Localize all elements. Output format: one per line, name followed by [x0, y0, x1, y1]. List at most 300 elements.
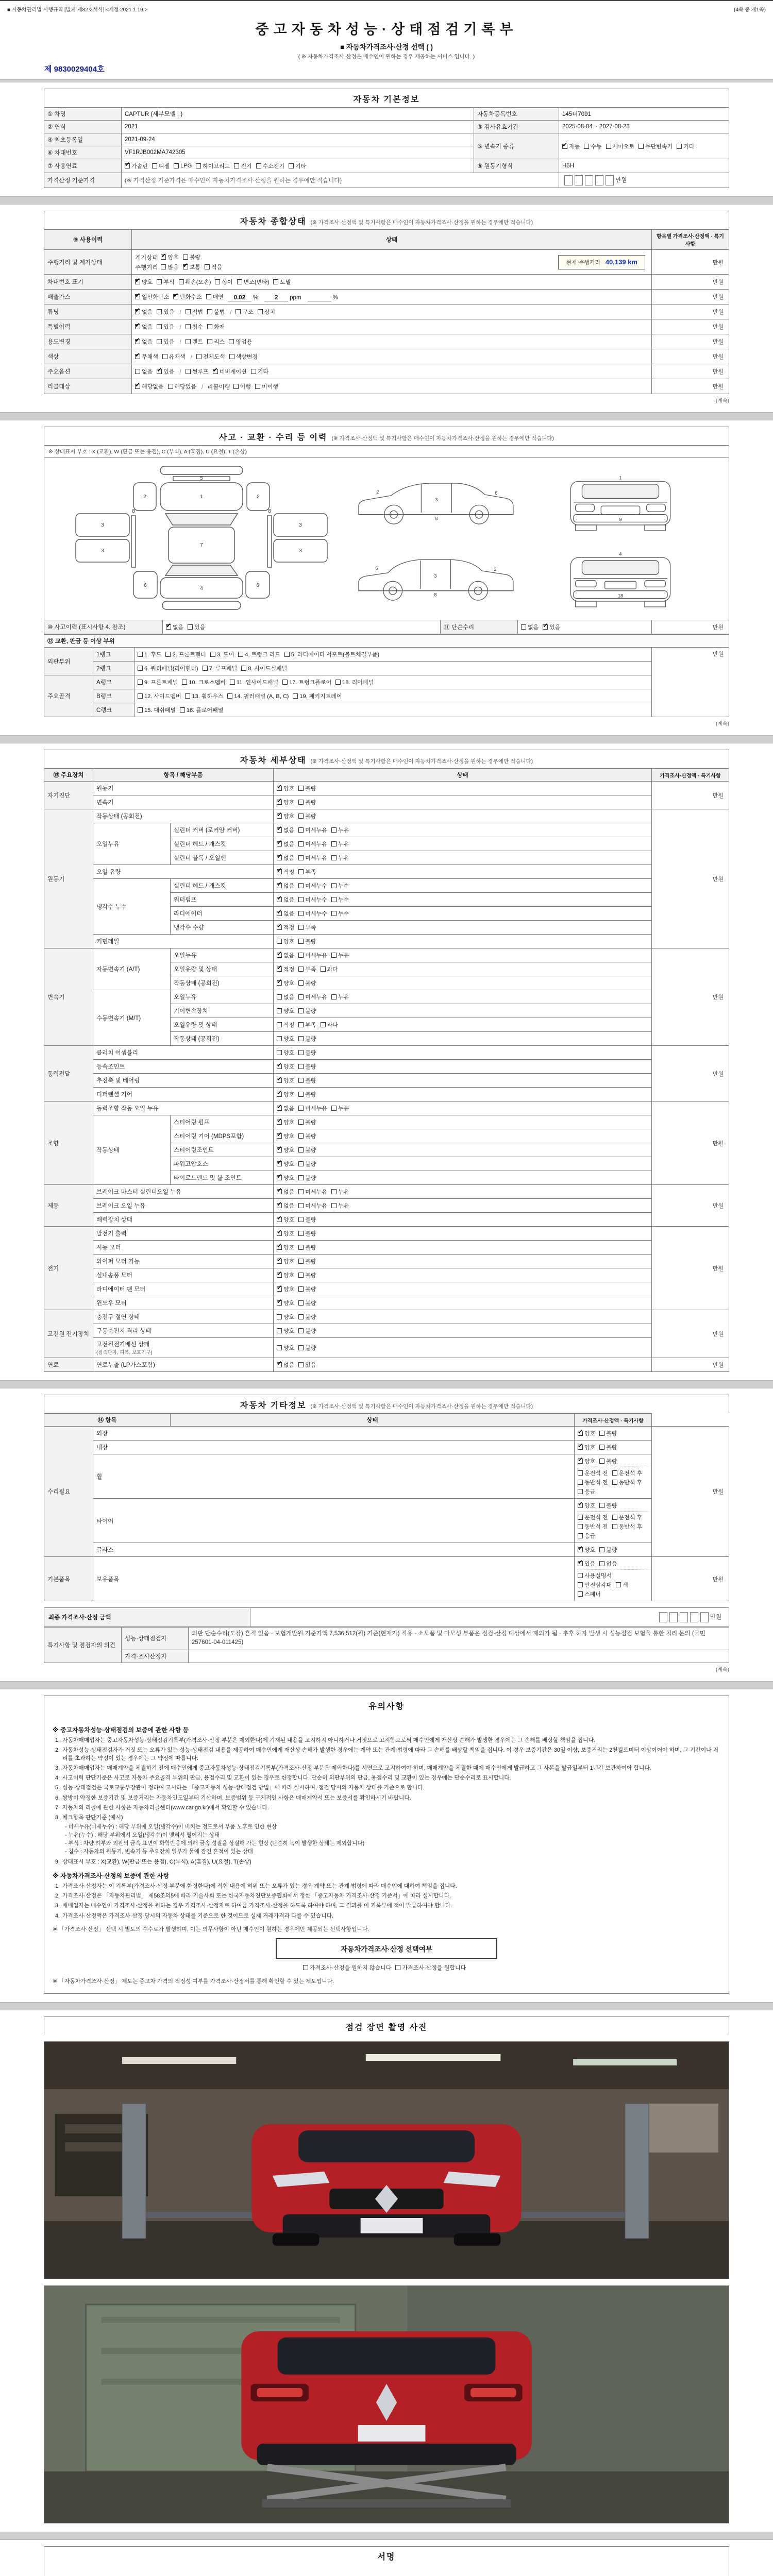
checkbox-label: 없음 [142, 309, 153, 315]
checkbox-icon [205, 264, 210, 269]
checkbox-icon [298, 800, 304, 805]
divider: / [179, 325, 181, 331]
checkbox-label: 양호 [283, 1345, 295, 1351]
checkbox-없음 [277, 840, 294, 848]
checkbox-label: 적정 [283, 967, 295, 973]
checkbox-label: 장치 [264, 309, 275, 315]
checkbox-icon [331, 897, 337, 902]
checkbox-label: 양호 [584, 1547, 596, 1553]
inspection-photo-rear [44, 2285, 729, 2523]
rank-label: A랭크 [93, 675, 135, 689]
table-header-row [44, 230, 729, 250]
opinion-table [44, 1627, 729, 1663]
part-label: 실린더 헤드 / 개스킷 [171, 879, 274, 893]
checkbox-불량 [298, 812, 316, 820]
checkbox-17. 트렁크플로어 [282, 678, 331, 686]
inspection-photo-front [44, 2041, 729, 2279]
checkbox-label: 불량 [305, 1120, 316, 1126]
notice-subitem: - 미세누유(미세누수) : 해당 부위에 오일(냉각수)이 비치는 정도로서 부품 노후로 인한 현상 [65, 1824, 277, 1831]
checkbox-label: 누유 [338, 855, 349, 861]
checkbox-없음 [277, 909, 294, 918]
svg-text:9: 9 [619, 517, 622, 522]
checkbox-label: 양호 [283, 980, 295, 987]
checkbox-부족 [298, 923, 316, 931]
checkbox-label: 양호 [283, 786, 295, 792]
checkbox-label: 누유 [338, 953, 349, 959]
part-label: 스티어링조인트 [171, 1143, 274, 1157]
checkbox-label: 미이행 [261, 384, 278, 390]
detail-note: (※ 가격조사·산정액 및 특기사항은 매수인이 자동차가격조사·산정을 원하는 경우에만 적습니다) [310, 758, 533, 765]
checkbox-icon [251, 369, 256, 374]
checkbox-label: 없음 [283, 827, 295, 834]
checkbox-label: 하이브리드 [203, 163, 230, 170]
checkbox-불량 [298, 1146, 316, 1154]
checkbox-불량 [298, 1132, 316, 1140]
detail-title-text: 자동차 세부상태 [240, 756, 307, 765]
state-cell [274, 851, 652, 865]
checkbox-icon [277, 1022, 282, 1027]
checkbox-양호 [277, 812, 294, 820]
checkbox-label: 구조 [242, 309, 254, 315]
detail-row [44, 1454, 729, 1499]
summary-row [44, 319, 729, 334]
checkbox-icon [331, 911, 337, 916]
checkbox-label: 불량 [305, 1273, 316, 1279]
checkbox-불량 [298, 1062, 316, 1071]
checkbox-icon [277, 994, 282, 999]
state-cell [274, 1060, 652, 1074]
state-cell [274, 1157, 652, 1171]
checkbox-매연 [206, 293, 224, 301]
item-label: 휠 [93, 1454, 575, 1499]
checkbox-label: 불량 [305, 1245, 316, 1251]
checkbox-icon [298, 1022, 304, 1027]
checkbox-운전석 전 [578, 1513, 608, 1521]
svg-text:2: 2 [376, 489, 379, 495]
choice-note-2: ※ 「자동차가격조사·산정」 제도는 중고차 가격의 적정성 여부를 가격조사·산정서를 통해 확인할 수 있는 제도입니다. [53, 1978, 334, 1985]
notice-text: 가격조사·산정자는 이 기록부(가격조사·산정 부분에 한정한다)에 적힌 내용에 허위 또는 오류가 있는 경우 계약 또는 관계 법령에 따라 매수인에 대하여 책임을 집니다. [62, 1883, 457, 1889]
price-digit-box [575, 175, 583, 185]
column-header: ⑨ 사용이력 [44, 230, 132, 250]
checkbox-label: 17. 트렁크플로어 [289, 680, 332, 686]
checkbox-icon [331, 827, 337, 833]
checkbox-있음 [157, 337, 174, 346]
column-header: 가격조사·산정액 · 특기사항 [652, 769, 729, 782]
choice-options [53, 1963, 720, 1972]
checkbox-icon [157, 324, 162, 329]
checkbox-label: 부족 [305, 869, 316, 875]
notice-text: 체크항목 판단기준 (예시) [62, 1815, 123, 1821]
checkbox-양호 [578, 1443, 595, 1451]
checkbox-불량 [298, 798, 316, 806]
checkbox-불량 [298, 1035, 316, 1043]
notices-section1-title: ※ 중고자동차성능·상태점검의 보증에 관한 사항 등 [53, 1726, 189, 1734]
checkbox-양호 [277, 1132, 294, 1140]
item-label: 타이어 [93, 1499, 575, 1543]
checkbox-불량 [298, 1299, 316, 1307]
checkbox-icon [521, 624, 526, 630]
price-unit-label: 만원 [615, 177, 627, 184]
car-diagram-side-right [343, 541, 528, 613]
checkbox-icon [237, 279, 242, 284]
svg-text:6: 6 [144, 583, 147, 588]
svg-text:4: 4 [619, 551, 622, 557]
checkbox-양호 [277, 1285, 294, 1293]
checkbox-label: 양호 [584, 1503, 596, 1509]
checkbox-label: 누수 [338, 897, 349, 903]
checkbox-양호 [277, 1160, 294, 1168]
checkbox-응급 [578, 1487, 595, 1496]
price-cell: 만원 [652, 948, 729, 1046]
checkbox-icon [298, 1147, 304, 1153]
checkbox-label: 양호 [283, 814, 295, 820]
checkbox-네비게이션 [213, 367, 247, 376]
divider: / [179, 310, 181, 316]
state-cell [274, 1241, 652, 1255]
checkbox-label: 렌트 [192, 339, 203, 345]
checkbox-양호 [277, 1146, 294, 1154]
checkbox-checked-icon [277, 1189, 282, 1194]
checkbox-하이브리드 [196, 162, 230, 170]
checkbox-label: 불량 [305, 1300, 316, 1307]
checkbox-icon [298, 1036, 304, 1041]
detail-row [44, 879, 729, 893]
checkbox-checked-icon [277, 869, 282, 874]
detail-row [44, 1557, 729, 1601]
checkbox-있음 [157, 367, 174, 376]
checkbox-3. 도어 [210, 650, 234, 658]
checkbox-icon [298, 1259, 304, 1264]
checkbox-label: 기타 [295, 163, 307, 170]
checkbox-불량 [599, 1457, 617, 1465]
checkbox-checked-icon [183, 264, 188, 269]
checkbox-icon [229, 354, 234, 359]
detail-row [44, 1227, 729, 1241]
checkbox-label: 불량 [305, 1286, 316, 1293]
checkbox-label: 미세누유 [305, 827, 327, 834]
checkbox-label: 양호 [142, 279, 153, 285]
price-cell: 만원 [652, 1227, 729, 1310]
field-label: ⑦ 사용연료 [44, 159, 122, 173]
checkbox-icon [298, 1161, 304, 1166]
checkbox-checked-icon [161, 255, 166, 260]
item-label: 연료누출 (LP가스포함) [93, 1358, 274, 1372]
checkbox-부식 [157, 278, 174, 286]
checkbox-checked-icon [277, 1133, 282, 1139]
state-cell [274, 1088, 652, 1101]
checkbox-label: 자동 [569, 143, 580, 150]
notice-number: 3. [55, 1765, 60, 1772]
state-line [135, 382, 648, 391]
checkbox-label: 불량 [305, 1231, 316, 1237]
checkbox-label: 수동 [591, 143, 602, 150]
checkbox-icon [236, 309, 241, 314]
checkbox-label: 기타 [683, 143, 695, 150]
checkbox-양호 [277, 1229, 294, 1238]
section-accident-history [0, 420, 773, 736]
checkbox-label: 미세누유 [305, 841, 327, 848]
checkbox-label: 적정 [283, 869, 295, 875]
column-header: ⑬ 주요장치 [44, 769, 93, 782]
price-digit-boxes [657, 1614, 709, 1620]
detail-row [44, 1074, 729, 1088]
checkbox-label: 양호 [283, 1092, 295, 1098]
section-photos [0, 2010, 773, 2532]
notices-title-text: 유의사항 [368, 1702, 405, 1711]
summary-row [44, 334, 729, 349]
notices-section2-title: ※ 자동차가격조사·산정의 보증에 관한 사항 [53, 1872, 170, 1879]
price-cell: 만원 [652, 275, 729, 290]
checkbox-icon [298, 1106, 304, 1111]
checkbox-checked-icon [578, 1445, 583, 1450]
part-label: 실린더 블록 / 오일팬 [171, 851, 274, 865]
checkbox-적법 [186, 308, 203, 316]
notice-item [53, 1892, 720, 1900]
checkbox-icon [298, 1300, 304, 1306]
part-label: 파워고압호스 [171, 1157, 274, 1171]
rank-label: 2랭크 [93, 662, 135, 675]
car-diagram-front [535, 465, 705, 536]
detail-row [44, 1440, 729, 1454]
checkbox-label: 양호 [283, 1036, 295, 1042]
svg-text:2: 2 [143, 494, 146, 500]
checkbox-누유 [331, 1104, 349, 1112]
detail-row [44, 1268, 729, 1282]
state-cell [274, 837, 652, 851]
checkbox-label: 양호 [283, 939, 295, 945]
checkbox-icon [162, 354, 167, 359]
checkbox-적정 [277, 965, 294, 973]
inspection-period-value: 2025-08-04 ~ 2027-08-23 [559, 121, 729, 133]
rank-row [44, 703, 729, 717]
checkbox-icon [677, 144, 682, 149]
checkbox-icon [298, 911, 304, 916]
checkbox-14. 필러패널 (A, B, C) [227, 692, 289, 700]
checkbox-icon [203, 666, 208, 671]
detail-row [44, 1185, 729, 1199]
checkbox-썬루프 [186, 367, 209, 376]
checkbox-label: 양호 [283, 1008, 295, 1014]
state-cell [274, 1018, 652, 1032]
checkbox-icon [238, 652, 243, 657]
form-subtitle: ■ 자동차가격조사·산정 선택 ( ) [340, 43, 433, 51]
item-label: 와이퍼 모터 기능 [93, 1255, 274, 1268]
checkbox-label: 응급 [584, 1489, 596, 1495]
checkbox-label: 부식 [163, 279, 175, 285]
device-label: 고전원 전기장치 [44, 1310, 93, 1358]
device-label: 자기진단 [44, 782, 93, 809]
checkbox-1. 후드 [138, 650, 161, 658]
checkbox-label: 동반석 후 [618, 1480, 643, 1486]
price-cell: 만원 [652, 1185, 729, 1227]
checkbox-checked-icon [277, 1175, 282, 1180]
checkbox-label: 누유 [338, 1189, 349, 1195]
checkbox-checked-icon [125, 163, 130, 168]
checkbox-label: 동반석 전 [584, 1480, 608, 1486]
checkbox-누수 [331, 882, 349, 890]
checkbox-icon [331, 953, 337, 958]
checkbox-icon [612, 1515, 617, 1520]
checkbox-icon [298, 1345, 304, 1350]
checkbox-label: 디젤 [158, 163, 170, 170]
checkbox-icon [282, 680, 288, 685]
checkbox-불량 [298, 1118, 316, 1126]
notice-text: 상태표시 부호 : X(교환), W(판금 또는 용접), C(부식), A(흠집), U(요철), T(손상) [62, 1858, 251, 1865]
rank-items [135, 703, 652, 717]
checkbox-19. 패키지트레이 [293, 692, 342, 700]
checkbox-색상변경 [229, 352, 258, 361]
simple-repair-options [518, 620, 652, 634]
checkbox-없음 [135, 308, 153, 316]
checkbox-누수 [331, 909, 349, 918]
notice-text: 매매업자는 매수인이 가격조사·산정을 원하는 경우 가격조사·산정자로 하여금 가격조사·산정을 하도록 하여야 하며, 그 결과를 이 기록부에 적어 발급하여야 합니다. [62, 1903, 452, 1909]
checkbox-icon [165, 652, 171, 657]
checkbox-label: 14. 필러패널 (A, B, C) [234, 693, 289, 700]
checkbox-label: 과다 [327, 1022, 338, 1028]
checkbox-icon [227, 693, 232, 699]
checkbox-없음 [135, 367, 153, 376]
checkbox-양호 [277, 1035, 294, 1043]
field-unit: ppm [290, 295, 301, 301]
item-label: 냉각수 누수 [93, 879, 171, 935]
checkbox-label: 도말 [280, 279, 291, 285]
price-survey-choice-box: 자동차가격조사·산정 선택여부 [276, 1938, 497, 1959]
state-line [135, 252, 517, 262]
continued-marker: (계속) [716, 1667, 729, 1673]
checkbox-checked-icon [277, 1286, 282, 1292]
table-row [44, 108, 729, 121]
price-cell: 만원 [652, 809, 729, 948]
checkbox-누수 [331, 895, 349, 904]
checkbox-icon [138, 707, 143, 713]
checkbox-checked-icon [277, 883, 282, 888]
checkbox-icon [196, 354, 201, 359]
checkbox-label: 4. 트렁크 리드 [245, 652, 280, 658]
checkbox-icon [298, 1120, 304, 1125]
checkbox-label: 미세누유 [305, 994, 327, 1001]
checkbox-icon [277, 1345, 282, 1350]
checkbox-label: 유채색 [169, 354, 186, 360]
checkbox-미세누유 [298, 840, 327, 848]
item-label: 고전원전기배선 상태 (접속단자, 피복, 보호기구) [93, 1338, 274, 1358]
checkbox-label: 침수 [192, 324, 203, 330]
checkbox-label: 이행 [240, 384, 251, 390]
divider: / [179, 340, 181, 346]
notice-text: 자동차성능·상태점검자가 거짓 또는 오류가 있는 성능·상태점검 내용을 제공하여 매수인에게 재산상 손해가 발생한 경우에는 계약 또는 관계 법령에 따라 그 손해를 배상할 책임을 집니다. 이 경우 보증기간은 30일 이상, 보증거리는 2천킬로미터 이상이어야 하며, 그 기간이나 거리를 초과하는 약정이 있는 경우에는 그 약정에 따릅니다. [62, 1747, 719, 1761]
checkbox-checked-icon [277, 786, 282, 791]
checkbox-label: 양호 [283, 1286, 295, 1293]
item-label: 특별이력 [44, 319, 132, 334]
exchange-label: ⑫ 교환, 판금 등 이상 부위 [44, 635, 729, 648]
checkbox-checked-icon [135, 384, 140, 389]
checkbox-checked-icon [166, 624, 171, 630]
checkbox-icon [277, 1008, 282, 1013]
checkbox-label: 13. 휠하우스 [192, 693, 224, 700]
service-note: ( ※ 자동차가격조사·산정은 매수인이 원하는 경우 제공하는 서비스 입니다. ) [298, 54, 475, 60]
item-label: 실내송풍 모터 [93, 1268, 274, 1282]
detail-row [44, 1338, 729, 1358]
checkbox-icon [298, 827, 304, 833]
checkbox-label: 없음 [283, 1362, 295, 1368]
item-sublabel: (접속단자, 피복, 보호기구) [96, 1350, 153, 1355]
registration-number-value: 145더7091 [559, 108, 729, 121]
rank-label: 1랭크 [93, 648, 135, 662]
checkbox-checked-icon [277, 800, 282, 805]
svg-text:3: 3 [101, 548, 104, 554]
checkbox-label: 불량 [305, 1078, 316, 1084]
car-diagram-side-left [343, 465, 528, 536]
svg-text:3: 3 [101, 522, 104, 528]
checkbox-checked-icon [135, 309, 140, 314]
checkbox-label: 불량 [606, 1459, 617, 1465]
state-cell [274, 1268, 652, 1282]
checkbox-16. 플로어패널 [180, 706, 223, 714]
first-registration-value: 2021-09-24 [122, 133, 474, 146]
section-basic-info [0, 82, 773, 197]
checkbox-label: 불량 [305, 1328, 316, 1334]
checkbox-icon [229, 339, 234, 344]
detail-row [44, 865, 729, 879]
device-label: 연료 [44, 1358, 93, 1372]
divider: / [179, 369, 181, 376]
detail-row [44, 1088, 729, 1101]
checkbox-잭 [616, 1581, 628, 1589]
state-cell [274, 1310, 652, 1324]
checkbox-label: 불량 [305, 1259, 316, 1265]
checkbox-label: 전기 [241, 163, 252, 170]
part-label: 작동상태 (공회전) [171, 1032, 274, 1046]
state-cell [274, 1199, 652, 1213]
checkbox-label: 불량 [305, 1050, 316, 1056]
checkbox-label: 양호 [584, 1431, 596, 1437]
checkbox-icon [298, 841, 304, 846]
checkbox-icon [168, 384, 173, 389]
checkbox-checked-icon [135, 279, 140, 284]
checkbox-미세누유 [298, 854, 327, 862]
checkbox-동반석 전 [578, 1478, 608, 1486]
state-cell [274, 1255, 652, 1268]
checkbox-label: LPG [180, 163, 192, 169]
checkbox-label: 미세누유 [305, 1203, 327, 1209]
checkbox-양호 [578, 1546, 595, 1554]
field-label: ③ 검사유효기간 [474, 121, 559, 133]
checkbox-label: 양호 [283, 800, 295, 806]
rank-row [44, 675, 729, 689]
checkbox-label: 수소전기 [262, 163, 285, 170]
checkbox-불량 [298, 937, 316, 945]
notice-number: 2. [55, 1893, 60, 1900]
checkbox-적음 [205, 263, 222, 271]
checkbox-label: 양호 [584, 1459, 596, 1465]
checkbox-화재 [207, 323, 225, 331]
basic-info-table [44, 107, 729, 188]
checkbox-checked-icon [277, 911, 282, 916]
detail-row [44, 1543, 729, 1557]
checkbox-세미오토 [606, 142, 635, 150]
notice-item [53, 1774, 720, 1782]
checkbox-label: 동반석 전 [584, 1524, 608, 1530]
checkbox-label: 미세누유 [305, 855, 327, 861]
checkbox-icon [298, 897, 304, 902]
notice-number: 2. [55, 1747, 60, 1753]
checkbox-label: 미세누유 [305, 1189, 327, 1195]
state-line [135, 322, 648, 331]
checkbox-icon [157, 309, 162, 314]
checkbox-icon [161, 264, 166, 269]
checkbox-icon [298, 980, 304, 986]
checkbox-icon [578, 1524, 583, 1529]
etc-info-table [44, 1413, 729, 1601]
